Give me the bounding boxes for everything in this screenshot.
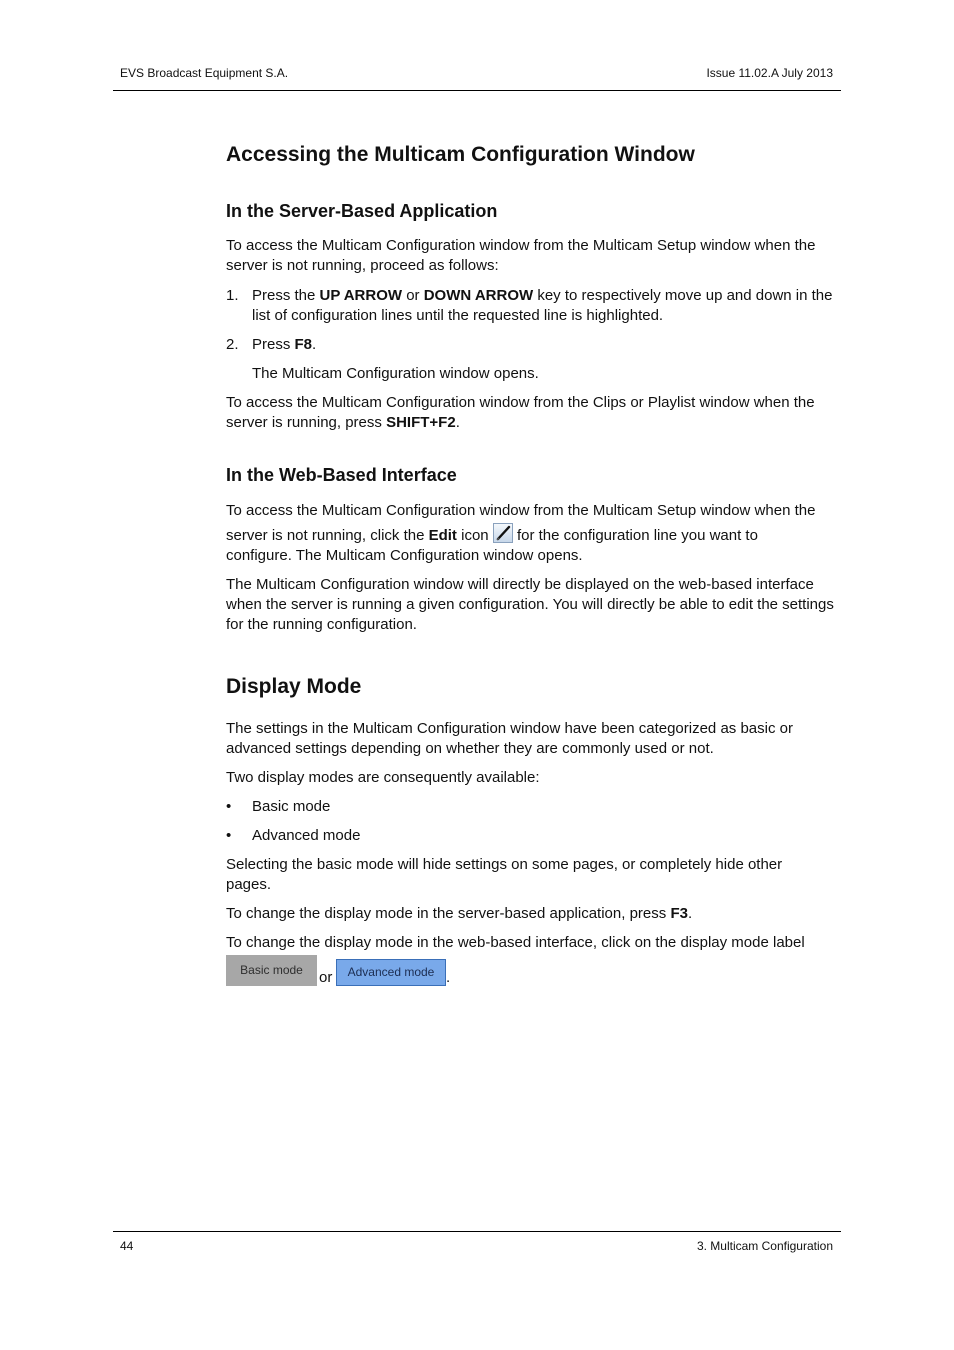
footer-section: 3. Multicam Configuration bbox=[696, 1239, 833, 1253]
list-item-advanced-mode: Advanced mode bbox=[252, 827, 361, 844]
step-2-result: The Multicam Configuration window opens. bbox=[252, 365, 539, 382]
key-up-arrow: UP ARROW bbox=[319, 287, 403, 304]
web-p1-line1: To access the Multicam Configuration window from the Multicam Setup window when the bbox=[226, 502, 816, 519]
heading-web-based: In the Web-Based Interface bbox=[226, 465, 457, 485]
edit-pencil-icon bbox=[493, 523, 513, 543]
bullet-marker: • bbox=[226, 827, 232, 844]
step-1-number: 1. bbox=[226, 287, 239, 304]
heading-server-based: In the Server-Based Application bbox=[226, 201, 498, 221]
step-1-text: Press the UP ARROW or DOWN ARROW key to respectively move up and down in the list of configuration lines until the requested line is highlighted. bbox=[252, 287, 833, 324]
section-title-accessing: Accessing the Multicam Configuration Window bbox=[226, 143, 695, 166]
basic-mode-button[interactable]: Basic mode bbox=[226, 955, 317, 986]
display-p4: To change the display mode in the server-based application, press F3. bbox=[226, 905, 693, 922]
key-f8: F8 bbox=[294, 336, 313, 353]
display-p3: Selecting the basic mode will hide settings on some pages, or completely hide other pages. bbox=[226, 856, 783, 893]
page-header bbox=[113, 66, 841, 91]
page-number: 44 bbox=[120, 1239, 134, 1253]
trailing-period: . bbox=[446, 969, 451, 986]
or-text: or bbox=[319, 969, 333, 986]
advanced-mode-button[interactable]: Advanced mode bbox=[336, 959, 446, 986]
key-down-arrow: DOWN ARROW bbox=[423, 287, 534, 304]
section-title-display-mode: Display Mode bbox=[226, 675, 362, 698]
step-2-text: Press F8. bbox=[252, 336, 317, 353]
key-shift-f2: SHIFT+F2 bbox=[386, 414, 456, 431]
list-item-basic-mode: Basic mode bbox=[252, 798, 331, 815]
header-company: EVS Broadcast Equipment S.A. bbox=[120, 66, 289, 80]
display-p1: The settings in the Multicam Configuration window have been categorized as basic or advanced settings depending on whether they are commonly used or not. bbox=[226, 720, 793, 757]
server-running-text: To access the Multicam Configuration window from the Clips or Playlist window when the server is running, press SHIFT+F2. bbox=[226, 394, 815, 431]
display-p5: To change the display mode in the web-based interface, click on the display mode label bbox=[226, 934, 805, 951]
key-f3: F3 bbox=[670, 905, 688, 922]
web-p2: The Multicam Configuration window will directly be displayed on the web-based interface when the server is running a given configuration. You will directly be able to edit the settings for the running configuration. bbox=[226, 576, 834, 633]
step-2-number: 2. bbox=[226, 336, 239, 353]
edit-keyword: Edit bbox=[428, 527, 457, 544]
display-p2: Two display modes are consequently available: bbox=[226, 769, 540, 786]
bullet-marker: • bbox=[226, 798, 232, 815]
server-intro: To access the Multicam Configuration window from the Multicam Setup window when the server is not running, proceed as follows: bbox=[226, 237, 816, 274]
header-issue: Issue 11.02.A July 2013 bbox=[706, 66, 833, 80]
page-footer bbox=[113, 1231, 841, 1253]
web-p1-line2: server is not running, click the Edit icon for the configuration line you want to bbox=[226, 523, 846, 549]
web-p1-line3: configure. The Multicam Configuration window opens. bbox=[226, 547, 583, 564]
